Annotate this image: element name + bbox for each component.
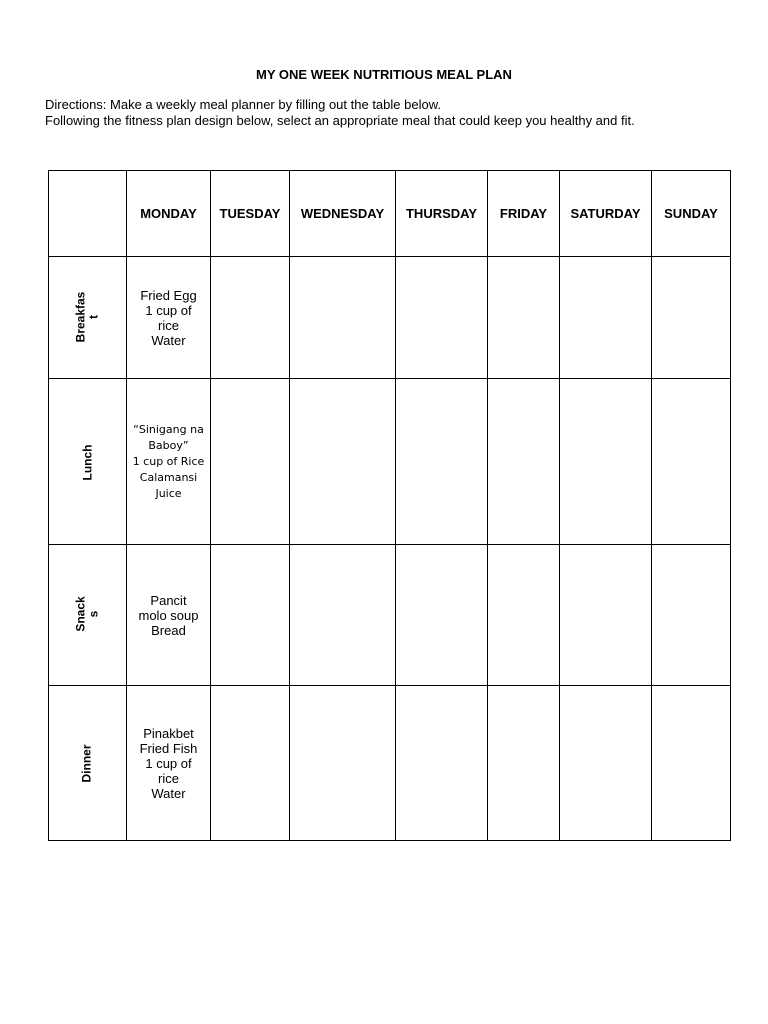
meal-cell-snacks-monday[interactable]: Pancit molo soup Bread [127,545,211,686]
meal-cell-lunch-sunday[interactable] [652,379,731,545]
meal-cell-breakfast-monday[interactable]: Fried Egg 1 cup of rice Water [127,257,211,379]
meal-cell-dinner-friday[interactable] [488,686,560,841]
meal-cell-snacks-thursday[interactable] [396,545,488,686]
row-label-breakfast: Breakfas t [49,257,127,379]
row-label-snacks: Snack s [49,545,127,686]
row-label-lunch: Lunch [49,379,127,545]
meal-cell-breakfast-thursday[interactable] [396,257,488,379]
corner-cell [49,171,127,257]
day-header-sunday: SUNDAY [652,171,731,257]
meal-cell-breakfast-wednesday[interactable] [290,257,396,379]
day-header-monday: MONDAY [127,171,211,257]
meal-cell-dinner-saturday[interactable] [560,686,652,841]
snacks-row [49,545,731,686]
meal-cell-lunch-monday[interactable]: “Sinigang na Baboy” 1 cup of Rice Calamansi Juice [127,379,211,545]
breakfast-row [49,257,731,379]
meal-cell-lunch-thursday[interactable] [396,379,488,545]
meal-cell-snacks-wednesday[interactable] [290,545,396,686]
meal-cell-dinner-wednesday[interactable] [290,686,396,841]
meal-cell-dinner-monday[interactable]: Pinakbet Fried Fish 1 cup of rice Water [127,686,211,841]
day-header-saturday: SATURDAY [560,171,652,257]
dinner-row [49,686,731,841]
meal-cell-snacks-saturday[interactable] [560,545,652,686]
meal-cell-snacks-sunday[interactable] [652,545,731,686]
meal-cell-dinner-tuesday[interactable] [211,686,290,841]
meal-cell-breakfast-friday[interactable] [488,257,560,379]
meal-cell-lunch-tuesday[interactable] [211,379,290,545]
lunch-row [49,379,731,545]
meal-cell-breakfast-tuesday[interactable] [211,257,290,379]
day-header-thursday: THURSDAY [396,171,488,257]
day-header-wednesday: WEDNESDAY [290,171,396,257]
meal-cell-dinner-sunday[interactable] [652,686,731,841]
day-header-friday: FRIDAY [488,171,560,257]
meal-cell-lunch-wednesday[interactable] [290,379,396,545]
meal-cell-lunch-friday[interactable] [488,379,560,545]
header-row [49,171,731,257]
meal-cell-snacks-friday[interactable] [488,545,560,686]
meal-cell-lunch-saturday[interactable] [560,379,652,545]
meal-plan-table [48,170,731,841]
day-header-tuesday: TUESDAY [211,171,290,257]
page-title: MY ONE WEEK NUTRITIOUS MEAL PLAN [256,67,512,82]
meal-cell-breakfast-sunday[interactable] [652,257,731,379]
meal-cell-dinner-thursday[interactable] [396,686,488,841]
meal-cell-snacks-tuesday[interactable] [211,545,290,686]
row-label-dinner: Dinner [49,686,127,841]
directions-line-2: Following the fitness plan design below, select an appropriate meal that could keep you healthy and fit. [45,113,635,128]
directions-line-1: Directions: Make a weekly meal planner by filling out the table below. [45,97,441,112]
meal-cell-breakfast-saturday[interactable] [560,257,652,379]
